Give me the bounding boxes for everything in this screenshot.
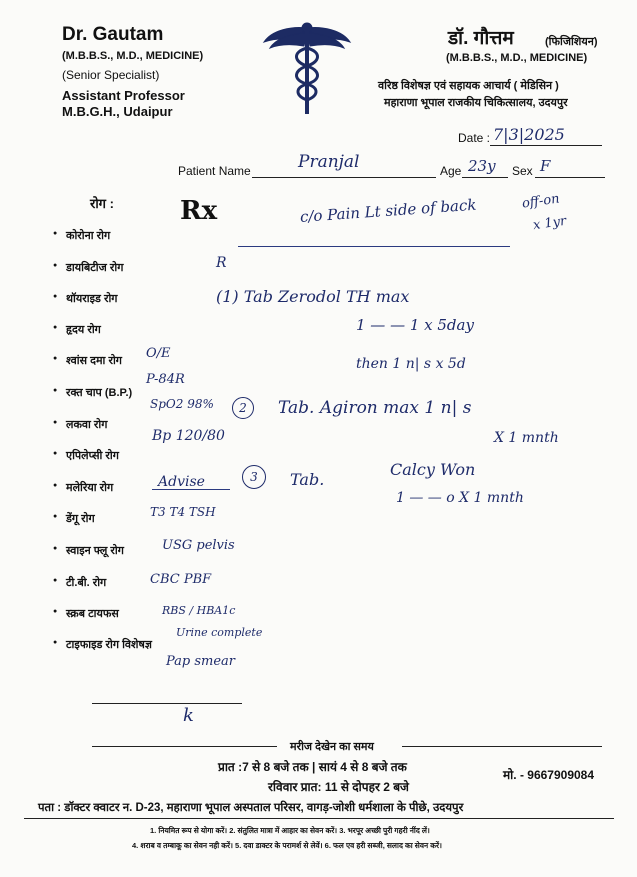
medicine-3-name: Tab. <box>290 470 325 489</box>
disease-item: ● लकवा रोग <box>66 417 107 432</box>
date-line <box>490 145 602 146</box>
date-value: 7|3|2025 <box>493 125 565 144</box>
disease-item: ● स्वाइन फ्लू रोग <box>66 543 124 558</box>
advise-underline <box>152 489 230 490</box>
timing-title: मरीज देखेन का समय <box>290 741 374 753</box>
date-label: Date : <box>458 131 491 145</box>
signature-mark: k <box>183 705 194 726</box>
medicine-1-dose: 1 — — 1 x 5day <box>356 316 474 334</box>
investigation-item: CBC PBF <box>150 572 212 587</box>
medicine-2-number: 2 <box>232 397 254 419</box>
senior-specialist: (Senior Specialist) <box>62 68 160 82</box>
footer-rule-left <box>92 746 277 747</box>
investigation-item: Urine complete <box>176 626 263 639</box>
patient-name-label: Patient Name <box>178 164 251 178</box>
duration-year: x 1yr <box>532 213 568 234</box>
medicine-2-duration: X 1 mnth <box>494 430 559 446</box>
investigation-item: RBS / HBA1c <box>162 604 236 617</box>
hospital-hi: महाराणा भूपाल राजकीय चिकित्सालय, उदयपुर <box>384 97 568 109</box>
disease-item: ● टी.बी. रोग <box>66 575 106 590</box>
sex-label: Sex <box>512 164 533 178</box>
age-label: Age <box>440 164 462 178</box>
signature-line <box>92 703 242 704</box>
patient-name-value: Pranjal <box>298 152 360 172</box>
health-tips-line-1: 1. नियमित रूप से योगा करें। 2. संतुलित मात्रा में आहार का सेवन करें। 3. भरपूर अच्छी पुरी गहरी नींद लें। <box>150 826 430 835</box>
duration-offon: off-on <box>521 191 561 212</box>
vital-spo2: SpO2 98% <box>150 397 214 411</box>
disease-item: ● स्क्रब टायफस <box>66 606 119 621</box>
age-line <box>462 177 508 178</box>
rx-handwritten: R <box>216 255 227 271</box>
disease-item: ● डायबिटीज रोग <box>66 260 123 275</box>
patient-name-line <box>252 177 436 178</box>
qualification-en-right: (M.B.B.S., M.D., MEDICINE) <box>446 52 588 64</box>
complaint-text: c/o Pain Lt side of back <box>299 195 477 226</box>
medicine-3-dose: 1 — — o X 1 mnth <box>396 490 524 506</box>
title-hi: वरिष्ठ विशेषज्ञ एवं सहायक आचार्य ( मेडिसिन ) <box>378 80 559 92</box>
sex-line <box>535 177 605 178</box>
disease-item: ● श्वांस दमा रोग <box>66 353 122 368</box>
disease-item: ● डेंगू रोग <box>66 511 95 526</box>
disease-item: ● थॉयराइड रोग <box>66 291 118 306</box>
timing-weekday: प्रात :7 से 8 बजे तक | सायं 4 से 8 बजे तक <box>218 760 407 774</box>
disease-item: ● एपिलेप्सी रोग <box>66 448 119 463</box>
doctor-tag-hi: (फिजिशियन) <box>545 36 598 48</box>
position-title: Assistant Professor <box>62 88 185 103</box>
complaint-underline <box>238 246 510 247</box>
health-tips-line-2: 4. शराब व तम्बाकू का सेवन नही करें। 5. दवा डाक्टर के परामर्श से लेवें। 6. फल एव हरी सब्जी, सलाद का सेवन करें। <box>132 841 442 850</box>
medicine-2-name: Tab. Agiron max 1 n| s <box>278 398 472 418</box>
disease-item: ● मलेरिया रोग <box>66 480 113 495</box>
caduceus-logo <box>262 20 352 116</box>
advise-label: Advise <box>158 474 205 490</box>
doctor-name-en: Dr. Gautam <box>62 24 164 45</box>
qualification-en: (M.B.B.S., M.D., MEDICINE) <box>62 50 204 62</box>
footer-rule-right <box>402 746 602 747</box>
investigation-item: T3 T4 TSH <box>150 505 216 519</box>
age-value: 23y <box>468 157 496 175</box>
medicine-3-drug: Calcy Won <box>390 460 476 479</box>
disease-heading: रोग : <box>90 196 114 211</box>
investigation-item: USG pelvis <box>162 538 235 553</box>
doctor-name-hi: डॉ. गौत्तम <box>448 28 514 49</box>
medicine-1-then: then 1 n| s x 5d <box>356 356 466 372</box>
vital-bp: Bp 120/80 <box>152 428 225 444</box>
mobile-number: मो. - 9667909084 <box>503 768 595 782</box>
address: पता : डॉक्टर क्वाटर न. D-23, महाराणा भूपाल अस्पताल परिसर, वागड़-जोशी धर्मशाला के पीछे, उदयपुर <box>38 802 464 814</box>
medicine-1-name: (1) Tab Zerodol TH max <box>216 287 410 306</box>
disease-item: ● रक्त चाप (B.P.) <box>66 385 132 400</box>
vital-pulse: P-84R <box>146 372 185 387</box>
disease-item: ● कोरोना रोग <box>66 228 110 243</box>
address-rule <box>24 818 614 819</box>
timing-sunday: रविवार प्रात: 11 से दोपहर 2 बजे <box>268 780 409 794</box>
investigation-item: Pap smear <box>166 654 236 669</box>
sex-value: F <box>540 157 551 175</box>
medicine-3-number: 3 <box>242 465 266 489</box>
vital-oe: O/E <box>146 346 171 361</box>
disease-item: ● हृदय रोग <box>66 322 101 337</box>
rx-symbol: Rx <box>180 196 218 226</box>
hospital-en: M.B.G.H., Udaipur <box>62 104 173 119</box>
disease-item: ● टाइफाइड रोग विशेषज्ञ <box>66 637 152 652</box>
